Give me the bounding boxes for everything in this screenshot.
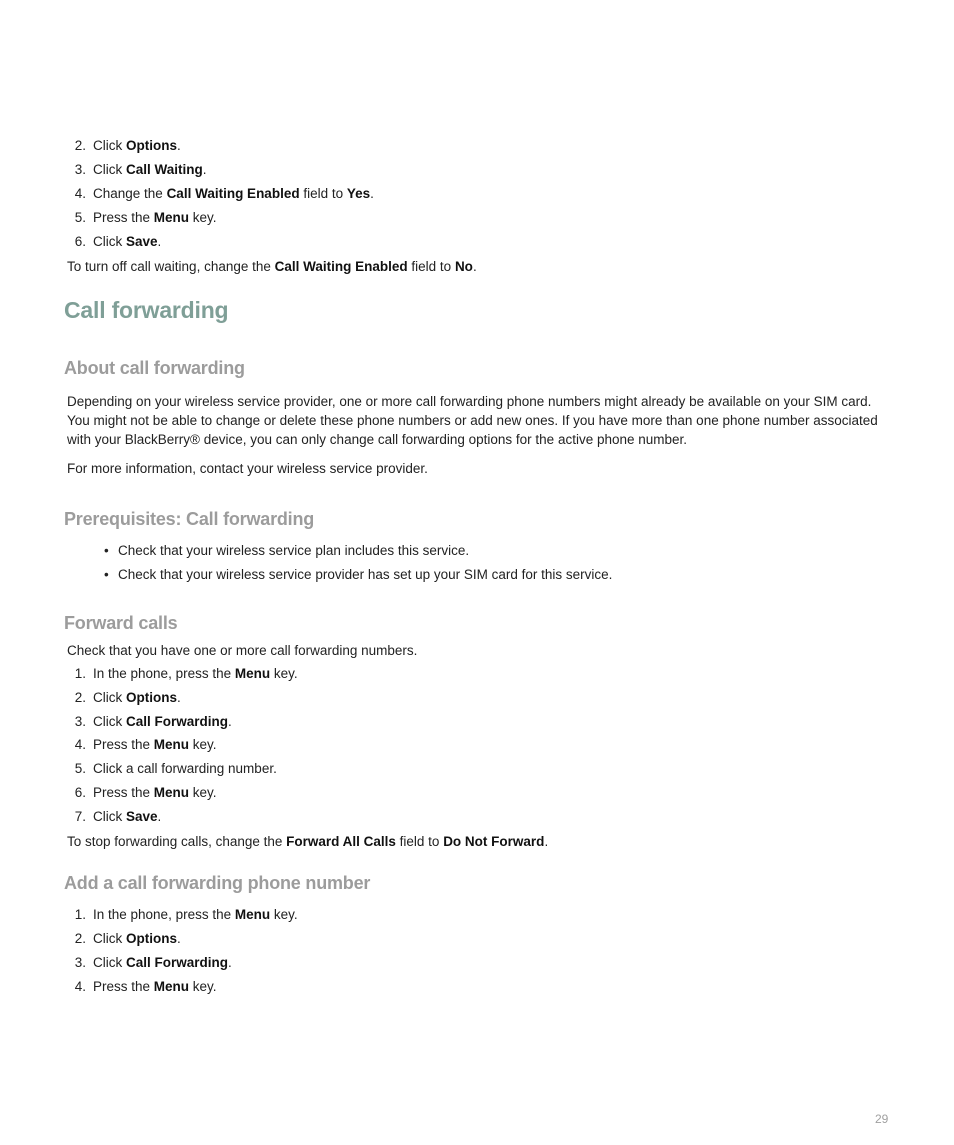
add-number-heading: Add a call forwarding phone number: [64, 873, 371, 893]
section-title: Call forwarding: [64, 297, 229, 323]
step-item: 4. Change the Call Waiting Enabled field to Yes.: [74, 186, 374, 201]
about-heading: About call forwarding: [64, 358, 245, 378]
forward-intro: Check that you have one or more call forwarding numbers.: [67, 643, 418, 658]
prereq-heading: Prerequisites: Call forwarding: [64, 509, 315, 529]
step-item: 3. Click Call Forwarding.: [74, 714, 232, 729]
step-item: 1. In the phone, press the Menu key.: [74, 907, 298, 922]
step-item: 3. Click Call Waiting.: [74, 162, 207, 177]
page-number: 29: [875, 1112, 889, 1126]
step-item: 2. Click Options.: [74, 690, 181, 705]
step-item: 2. Click Options.: [74, 138, 181, 153]
about-line: You might not be able to change or delete these phone numbers or add new ones. If you have more than one phone number associated: [67, 413, 878, 428]
step-item: 7. Click Save.: [74, 809, 162, 824]
step-item: 6. Press the Menu key.: [74, 785, 217, 800]
step-item: 5. Click a call forwarding number.: [74, 761, 277, 776]
step-item: 1. In the phone, press the Menu key.: [74, 666, 298, 681]
bullet-icon: •: [104, 567, 109, 582]
more-info-text: For more information, contact your wireless service provider.: [67, 461, 428, 476]
bullet-icon: •: [104, 543, 109, 558]
step-item: 4. Press the Menu key.: [74, 979, 217, 994]
forward-heading: Forward calls: [64, 613, 178, 633]
about-line: Depending on your wireless service provider, one or more call forwarding phone numbers might already be available on your SIM card.: [67, 394, 872, 409]
step-item: 4. Press the Menu key.: [74, 737, 217, 752]
step-item: 6. Click Save.: [74, 234, 162, 249]
bullet-item: • Check that your wireless service provider has set up your SIM card for this service.: [104, 567, 613, 582]
about-line: with your BlackBerry® device, you can only change call forwarding options for the active phone number.: [67, 432, 688, 447]
step-item: 3. Click Call Forwarding.: [74, 955, 232, 970]
bullet-item: • Check that your wireless service plan includes this service.: [104, 543, 470, 558]
step-item: 2. Click Options.: [74, 931, 181, 946]
turn-off-note: To turn off call waiting, change the Call Waiting Enabled field to No.: [67, 259, 477, 274]
stop-forwarding-note: To stop forwarding calls, change the Forward All Calls field to Do Not Forward.: [67, 834, 549, 849]
step-item: 5. Press the Menu key.: [74, 210, 217, 225]
